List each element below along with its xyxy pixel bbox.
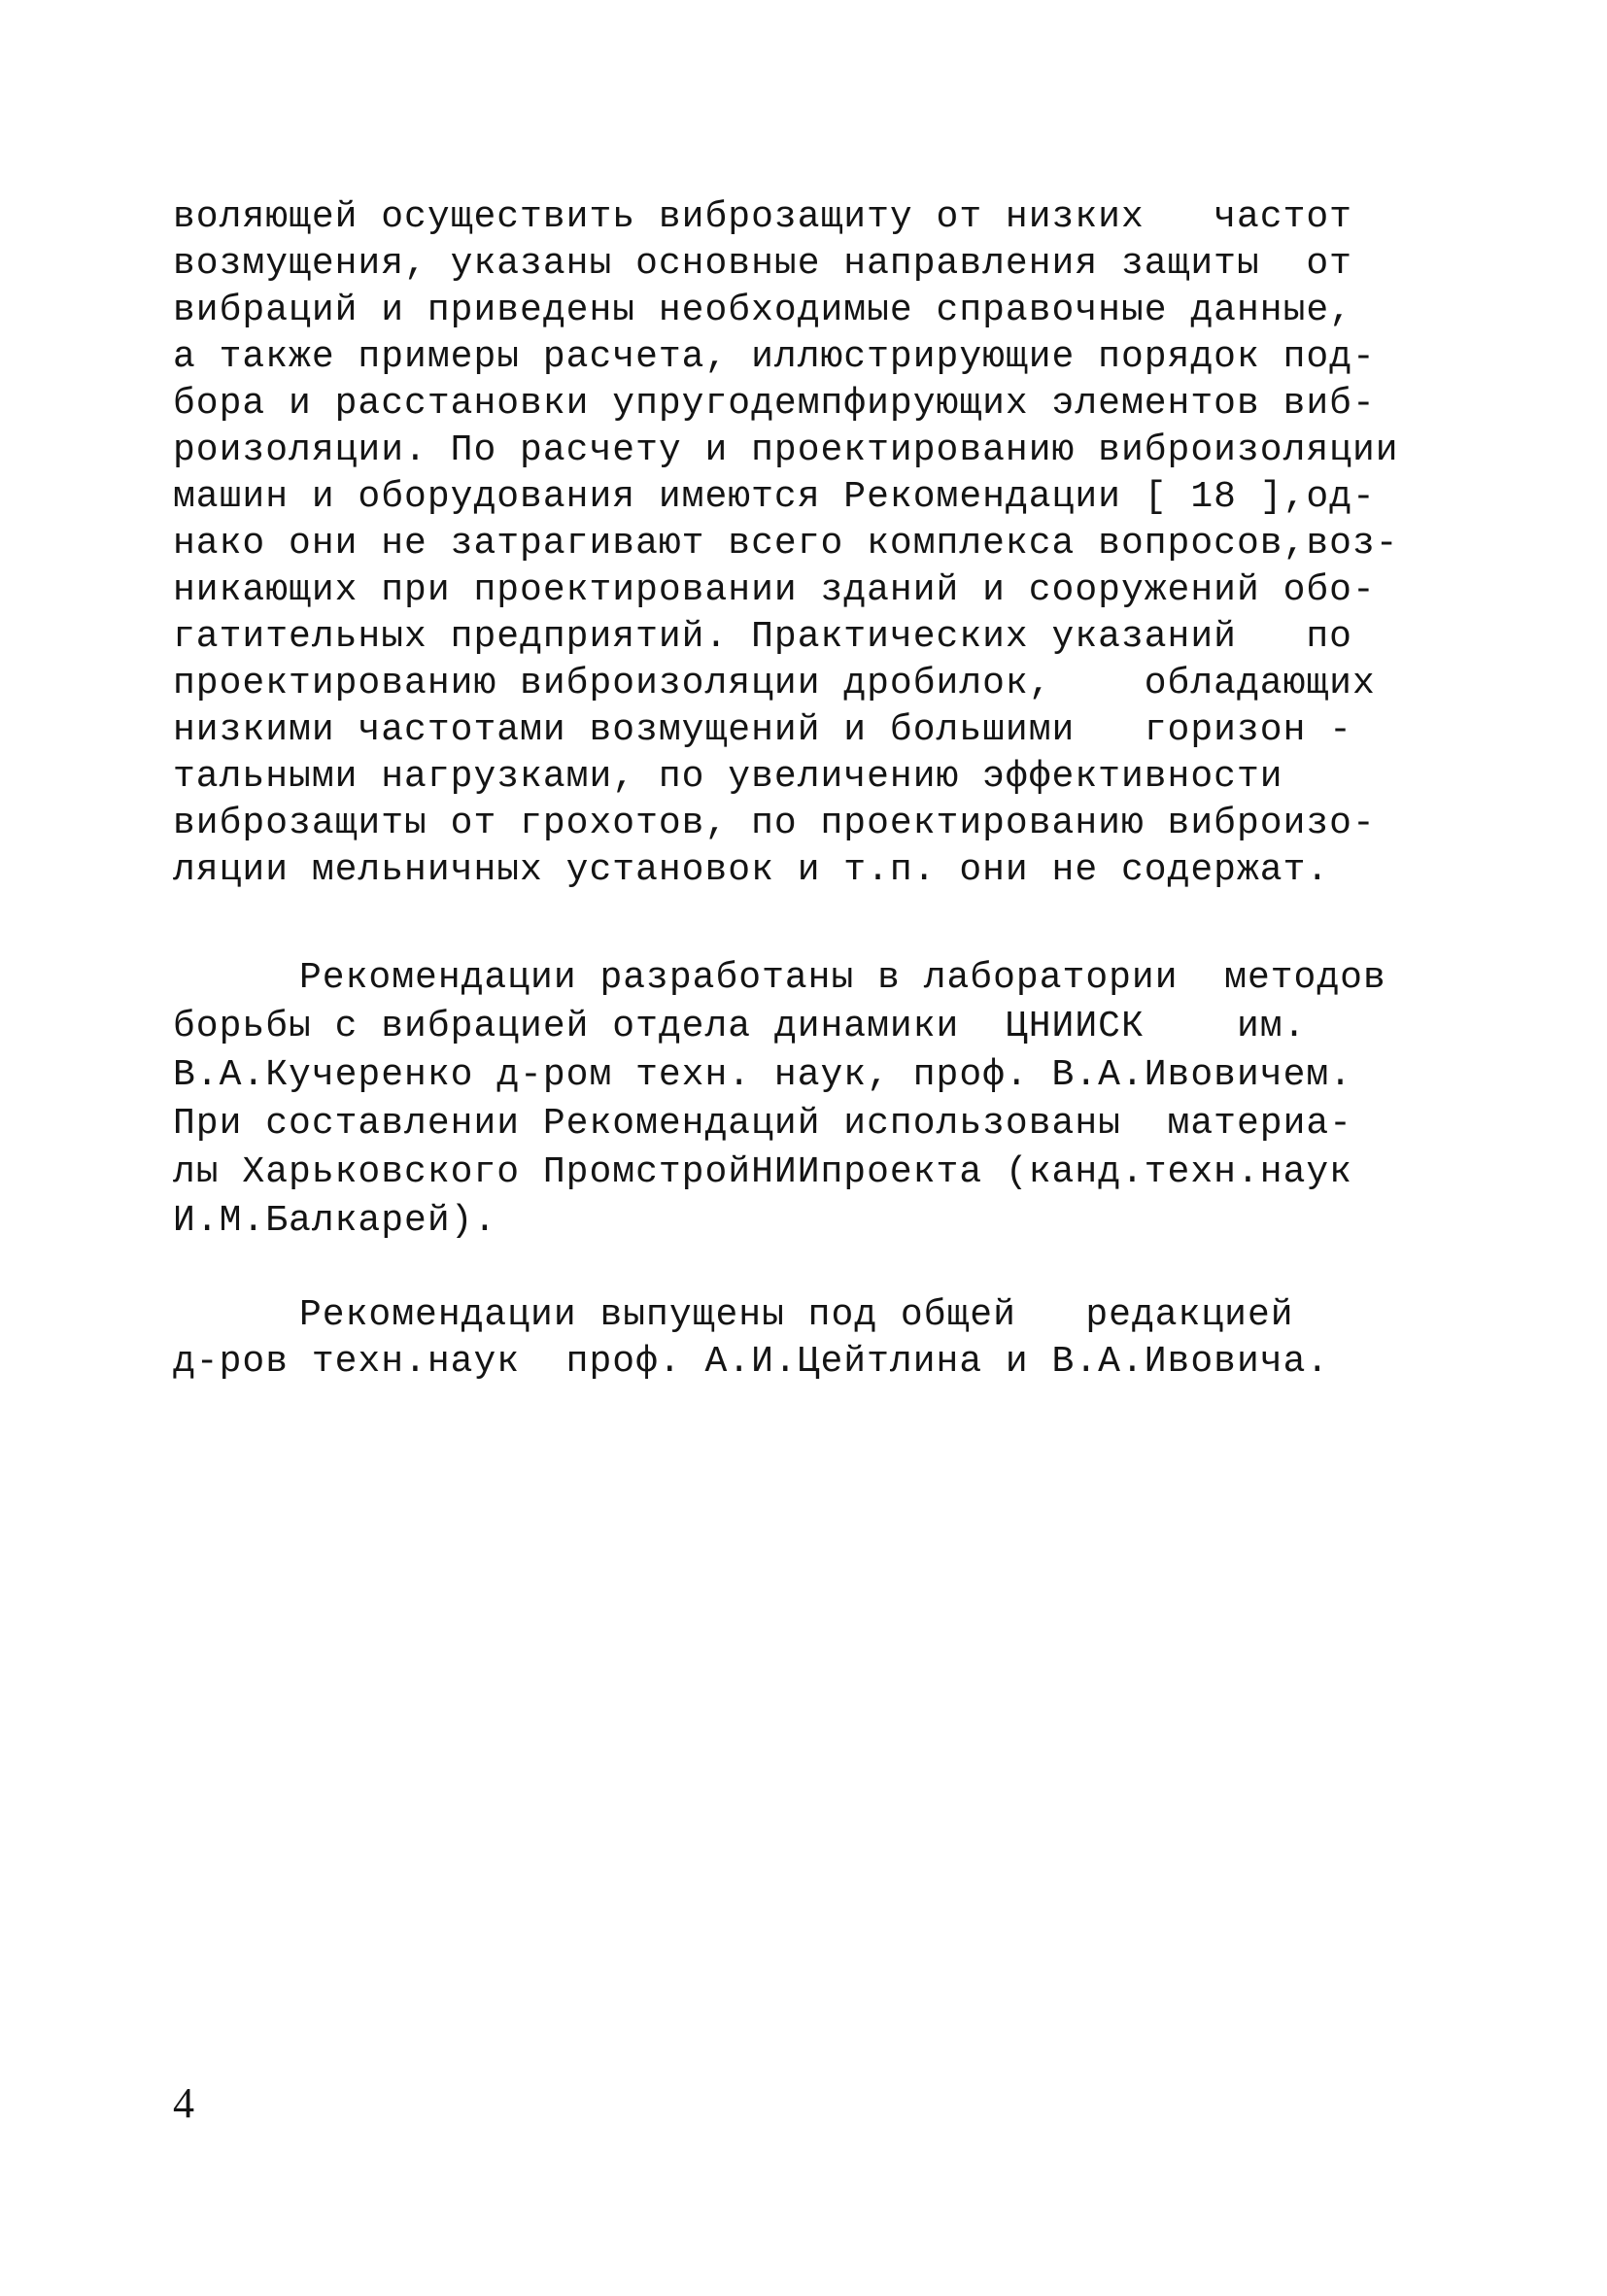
text-line: возмущения, указаны основные направления защиты от <box>173 243 1352 285</box>
text-line: И.М.Балкарей). <box>173 1200 497 1242</box>
text-line: ляции мельничных установок и т.п. они не содержат. <box>173 849 1330 891</box>
paragraph-vibration-protection-scope <box>173 194 1399 894</box>
text-line: роизоляции. По расчету и проектированию виброизоляции <box>173 429 1399 471</box>
text-line: никающих при проектировании зданий и сооружений обо- <box>173 569 1376 611</box>
text-line: а также примеры расчета, иллюстрирующие порядок под- <box>173 336 1376 378</box>
text-line: вибраций и приведены необходимые справочные данные, <box>173 290 1352 331</box>
text-line: тальными нагрузками, по увеличению эффективности <box>173 756 1283 798</box>
paragraph-authors <box>173 954 1386 1246</box>
text-line: гатительных предприятий. Практических указаний по <box>173 616 1352 658</box>
text-line: воляющей осуществить виброзащиту от низких частот <box>173 196 1352 238</box>
page-number: 4 <box>173 2079 194 2127</box>
text-line: нако они не затрагивают всего комплекса вопросов,воз- <box>173 523 1399 565</box>
text-line: Рекомендации разработаны в лаборатории методов <box>299 957 1386 999</box>
text-line: При составлении Рекомендаций использованы материа- <box>173 1103 1352 1145</box>
text-line: низкими частотами возмущений и большими горизон - <box>173 709 1352 751</box>
text-line: машин и оборудования имеются Рекомендации [ 18 ],од- <box>173 476 1376 518</box>
text-line: д-ров техн.наук проф. А.И.Цейтлина и В.А.Ивовича. <box>173 1341 1330 1383</box>
text-line: проектированию виброизоляции дробилок, обладающих <box>173 663 1376 704</box>
text-line: Рекомендации выпущены под общей редакцией <box>299 1294 1294 1336</box>
text-line: бора и расстановки упругодемпфирующих элементов виб- <box>173 383 1376 425</box>
paragraph-editors <box>173 1292 1329 1386</box>
text-line: лы Харьковского ПромстройНИИпроекта (канд.техн.наук <box>173 1151 1352 1193</box>
text-line: борьбы с вибрацией отдела динамики ЦНИИСК им. <box>173 1006 1307 1047</box>
text-line: В.А.Кучеренко д-ром техн. наук, проф. В.А.Ивовичем. <box>173 1054 1352 1096</box>
text-line: виброзащиты от грохотов, по проектированию виброизо- <box>173 803 1376 844</box>
